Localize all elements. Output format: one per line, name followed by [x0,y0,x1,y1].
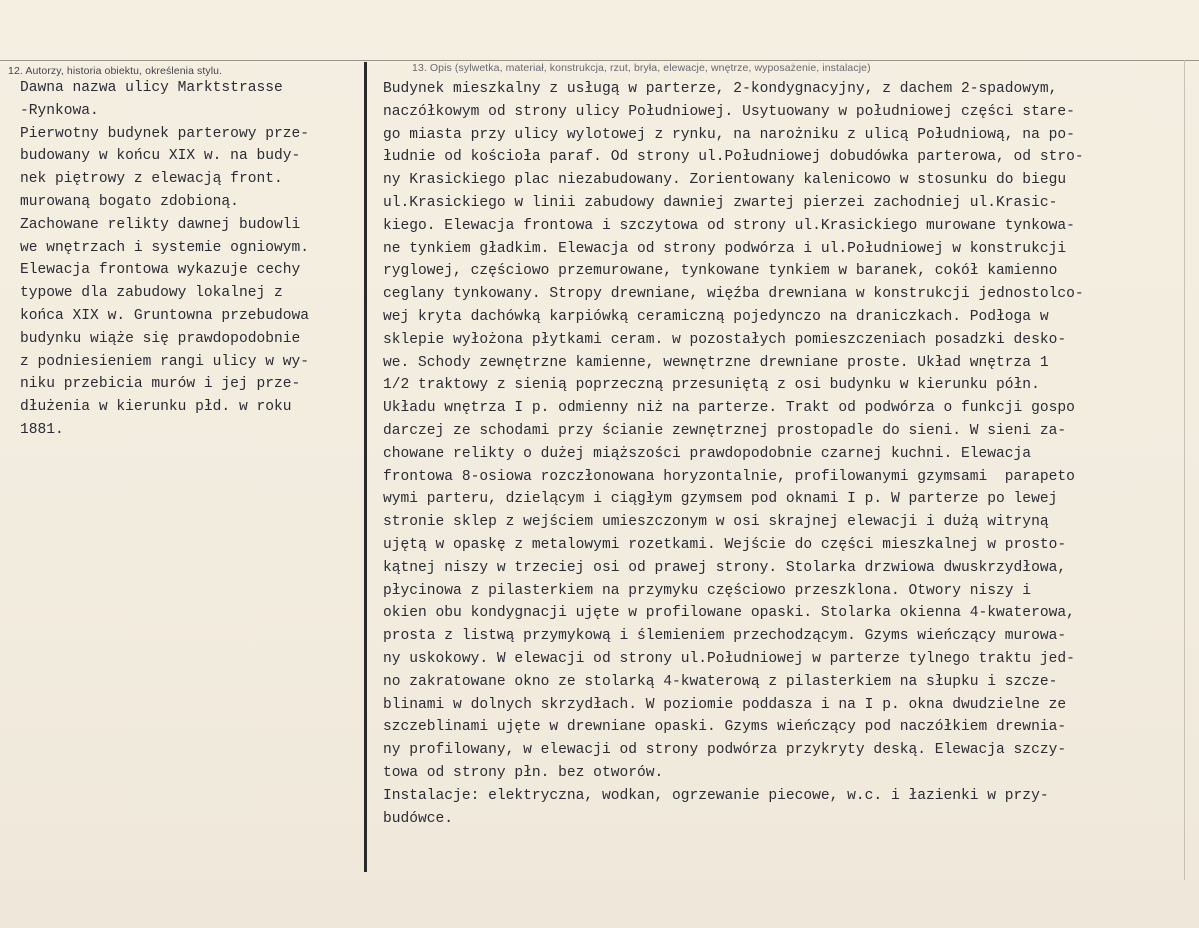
text-line: ryglowej, częściowo przemurowane, tynkowane tynkiem w baranek, cokół kamienno [383,263,1058,280]
section-12-heading: 12. Autorzy, historia obiektu, określenia stylu. [8,65,223,77]
section-12-text [20,77,309,442]
text-line: Budynek mieszkalny z usługą w parterze, 2-kondygnacyjny, z dachem 2-spadowym, [383,81,1058,97]
text-line: towa od strony płn. bez otworów. [383,764,664,781]
text-line: prosta z listwą przymykową i ślemieniem przechodzącym. Gzyms wieńczący murowa- [383,628,1067,645]
text-line: -Rynkowa. [20,102,99,119]
text-line: Elewacja frontowa wykazuje cechy [20,262,301,279]
text-line: ne tynkiem gładkim. Elewacja od strony podwórza i ul.Południowej w konstrukcji [383,240,1067,257]
text-line: sklepie wyłożona płytkami ceram. w pozostałych pomieszczeniach posadzki desko- [383,331,1067,348]
text-line: Instalacje: elektryczna, wodkan, ogrzewanie piecowe, w.c. i łazienki w przy- [383,787,1049,804]
text-line: końca XIX w. Gruntowna przebudowa [20,307,310,324]
text-line: ceglany tynkowany. Stropy drewniane, więźba drewniana w konstrukcji jednostolco- [383,286,1084,303]
text-line: szczeblinami ujęte w drewniane opaski. Gzyms wieńczący pod naczółkiem drewnia- [383,719,1067,736]
text-line: Pierwotny budynek parterowy prze- [20,125,310,142]
text-line: naczółkowym od strony ulicy Południowej. Usytuowany w południowej części stare- [383,103,1075,120]
text-line: niku przebicia murów i jej prze- [20,376,301,393]
text-line: Zachowane relikty dawnej budowli [20,216,301,233]
text-line: wymi parteru, dzielącym i ciągłym gzymsem pod oknami I p. W parterze po lewej [383,491,1058,508]
text-line: darczej ze schodami przy ścianie zewnętrznej prostopadle do sieni. W sieni za- [383,422,1067,439]
text-line: no zakratowane okno ze stolarką 4-kwaterową z pilasterkiem na słupku i szcze- [383,673,1058,690]
text-line: stronie sklep z wejściem umieszczonym w osi skrajnej elewacji i dużą witryną [383,514,1049,531]
text-line: go miasta przy ulicy wylotowej z rynku, na narożniku z ulicą Południową, na po- [383,126,1075,143]
column-divider [364,62,367,872]
text-line: blinami w dolnych skrzydłach. W poziomie poddasza i na I p. okna dwudzielne ze [383,696,1067,713]
text-line: ny Krasickiego plac niezabudowany. Zorientowany kalenicowo w stosunku do biegu [383,172,1067,189]
text-line: ul.Krasickiego w linii zabudowy dawniej zwartej pierzei zachodniej ul.Krasic- [383,194,1058,211]
section-13-heading: 13. Opis (sylwetka, materiał, konstrukcja, rzut, bryła, elewacje, wnętrze, wyposażenie, instalacje) [412,62,871,74]
text-line: 1/2 traktowy z sienią poprzeczną przesuniętą z osi budynku w kierunku półn. [383,377,1040,394]
text-line: frontowa 8-osiowa rozczłonowana horyzontalnie, profilowanymi gzymsami parapeto [383,468,1075,485]
text-line: budynku wiąże się prawdopodobnie [20,330,301,347]
text-line: okien obu kondygnacji ujęte w profilowane opaski. Stolarka okienna 4-kwaterowa, [383,605,1075,622]
text-line: we. Schody zewnętrzne kamienne, wewnętrzne drewniane proste. Układ wnętrza 1 [383,354,1049,371]
text-line: kątnej niszy w trzeciej osi od prawej strony. Stolarka drzwiowa dwuskrzydłowa, [383,559,1067,576]
section-13-text [383,78,1084,830]
text-line: płycinowa z pilasterkiem na przymyku częściowo przeszklona. Otwory niszy i [383,582,1032,599]
text-line: 1881. [20,421,64,438]
text-line: ny uskokowy. W elewacji od strony ul.Południowej w parterze tylnego traktu jed- [383,650,1075,667]
top-rule [0,60,1199,61]
text-line: z podniesieniem rangi ulicy w wy- [20,353,310,370]
right-edge-rule [1184,60,1185,880]
text-line: budowany w końcu XIX w. na budy- [20,148,301,165]
text-line: budówce. [383,810,454,827]
text-line: typowe dla zabudowy lokalnej z [20,285,283,302]
text-line: kiego. Elewacja frontowa i szczytowa od strony ul.Krasickiego murowane tynkowa- [383,217,1075,234]
text-line: dłużenia w kierunku płd. w roku [20,399,292,416]
text-line: ujętą w opaskę z metalowymi rozetkami. Wejście do części mieszkalnej w prosto- [383,536,1067,553]
text-line: we wnętrzach i systemie ogniowym. [20,239,310,256]
text-line: Dawna nazwa ulicy Marktstrasse [20,80,283,96]
text-line: chowane relikty o dużej miąższości prawdopodobnie czarnej kuchni. Elewacja [383,445,1032,462]
text-line: łudnie od kościoła paraf. Od strony ul.Południowej dobudówka parterowa, od stro- [383,149,1084,166]
text-line: ny profilowany, w elewacji od strony podwórza przykryty deską. Elewacja szczy- [383,742,1067,759]
text-line: Układu wnętrza I p. odmienny niż na parterze. Trakt od podwórza o funkcji gospo [383,400,1075,417]
text-line: murowaną bogato zdobioną. [20,193,239,210]
text-line: wej kryta dachówką karpiówką ceramiczną pojedynczo na draniczkach. Podłoga w [383,308,1049,325]
text-line: nek piętrowy z elewacją front. [20,171,283,188]
